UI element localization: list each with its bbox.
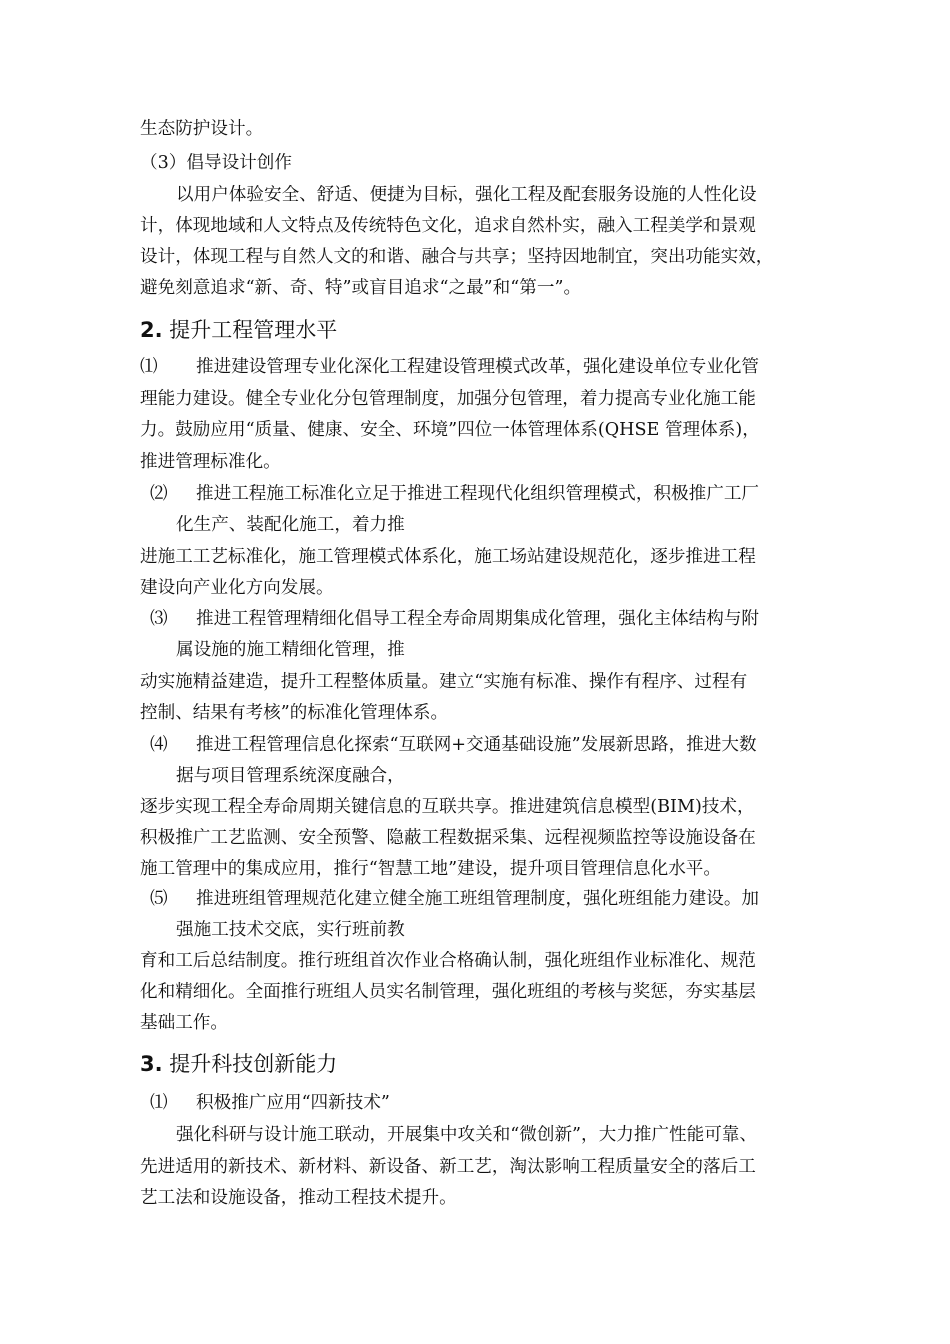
list-marker: ⑴ — [140, 357, 158, 377]
paragraph-line: 推进工程管理信息化探索“互联网+交通基础设施”发展新思路，推进大数 — [196, 735, 757, 755]
paragraph-line: 先进适用的新技术、新材料、新设备、新工艺，淘汰影响工程质量安全的落后工 — [140, 1157, 756, 1177]
list-marker: ⑶ — [150, 609, 168, 629]
subsection-title: 积极推广应用“四新技术” — [196, 1093, 390, 1113]
paragraph-line: 建设向产业化方向发展。 — [140, 578, 334, 598]
list-marker: ⑴ — [150, 1093, 168, 1113]
section-number: 3. — [140, 1052, 163, 1076]
paragraph-line: 设计，体现工程与自然人文的和谐、融合与共享；坚持因地制宜，突出功能实效， — [140, 247, 774, 267]
paragraph-line: 积极推广工艺监测、安全预警、隐蔽工程数据采集、远程视频监控等设施设备在 — [140, 828, 756, 848]
paragraph-line: 属设施的施工精细化管理，推 — [176, 640, 405, 660]
list-marker: ⑷ — [150, 735, 168, 755]
paragraph-line: 施工管理中的集成应用，推行“智慧工地”建设，提升项目管理信息化水平。 — [140, 859, 721, 879]
paragraph-line: 以用户体验安全、舒适、便捷为目标，强化工程及配套服务设施的人性化设 — [176, 185, 757, 205]
list-marker: ⑵ — [150, 484, 168, 504]
paragraph-line: 化生产、装配化施工，着力推 — [176, 515, 405, 535]
section-heading — [140, 317, 337, 343]
subsection-title: （3）倡导设计创作 — [140, 153, 292, 173]
paragraph-line: 逐步实现工程全寿命周期关键信息的互联共享。推进建筑信息模型(BIM)技术， — [140, 797, 755, 817]
paragraph-line: 推进建设管理专业化深化工程建设管理模式改革，强化建设单位专业化管 — [196, 357, 760, 377]
section-number: 2. — [140, 318, 163, 342]
paragraph-line: 基础工作。 — [140, 1013, 228, 1033]
section-heading — [140, 1051, 337, 1077]
paragraph-line: 进施工工艺标准化，施工管理模式体系化，施工场站建设规范化，逐步推进工程 — [140, 547, 756, 567]
paragraph-line: 控制、结果有考核”的标准化管理体系。 — [140, 703, 449, 723]
paragraph-line: 育和工后总结制度。推行班组首次作业合格确认制，强化班组作业标准化、规范 — [140, 951, 756, 971]
paragraph-line: 推进班组管理规范化建立健全施工班组管理制度，强化班组能力建设。加 — [196, 889, 760, 909]
paragraph-line: 理能力建设。健全专业化分包管理制度，加强分包管理，着力提高专业化施工能 — [140, 389, 756, 409]
paragraph-line: 强施工技术交底，实行班前教 — [176, 920, 405, 940]
section-title: 提升科技创新能力 — [169, 1052, 338, 1076]
paragraph-line: 化和精细化。全面推行班组人员实名制管理，强化班组的考核与奖惩，夯实基层 — [140, 982, 756, 1002]
paragraph-line: 避免刻意追求“新、奇、特”或盲目追求“之最”和“第一”。 — [140, 278, 582, 298]
list-marker: ⑸ — [150, 889, 168, 909]
section-title: 提升工程管理水平 — [169, 318, 338, 342]
paragraph-line: 推进工程管理精细化倡导工程全寿命周期集成化管理，强化主体结构与附 — [196, 609, 760, 629]
paragraph-line: 动实施精益建造，提升工程整体质量。建立“实施有标准、操作有程序、过程有 — [140, 672, 748, 692]
paragraph-line: 推进管理标准化。 — [140, 452, 281, 472]
paragraph-line: 艺工法和设施设备，推动工程技术提升。 — [140, 1188, 457, 1208]
paragraph-line: 推进工程施工标准化立足于推进工程现代化组织管理模式，积极推广工厂 — [196, 484, 760, 504]
paragraph-line: 计，体现地域和人文特点及传统特色文化，追求自然朴实，融入工程美学和景观 — [140, 216, 756, 236]
paragraph-line: 强化科研与设计施工联动，开展集中攻关和“微创新”，大力推广性能可靠、 — [176, 1125, 757, 1145]
paragraph-line: 力。鼓励应用“质量、健康、安全、环境”四位一体管理体系(QHSE 管理体系)， — [140, 420, 760, 440]
paragraph-line: 据与项目管理系统深度融合， — [176, 766, 405, 786]
paragraph-line: 生态防护设计。 — [140, 119, 264, 139]
